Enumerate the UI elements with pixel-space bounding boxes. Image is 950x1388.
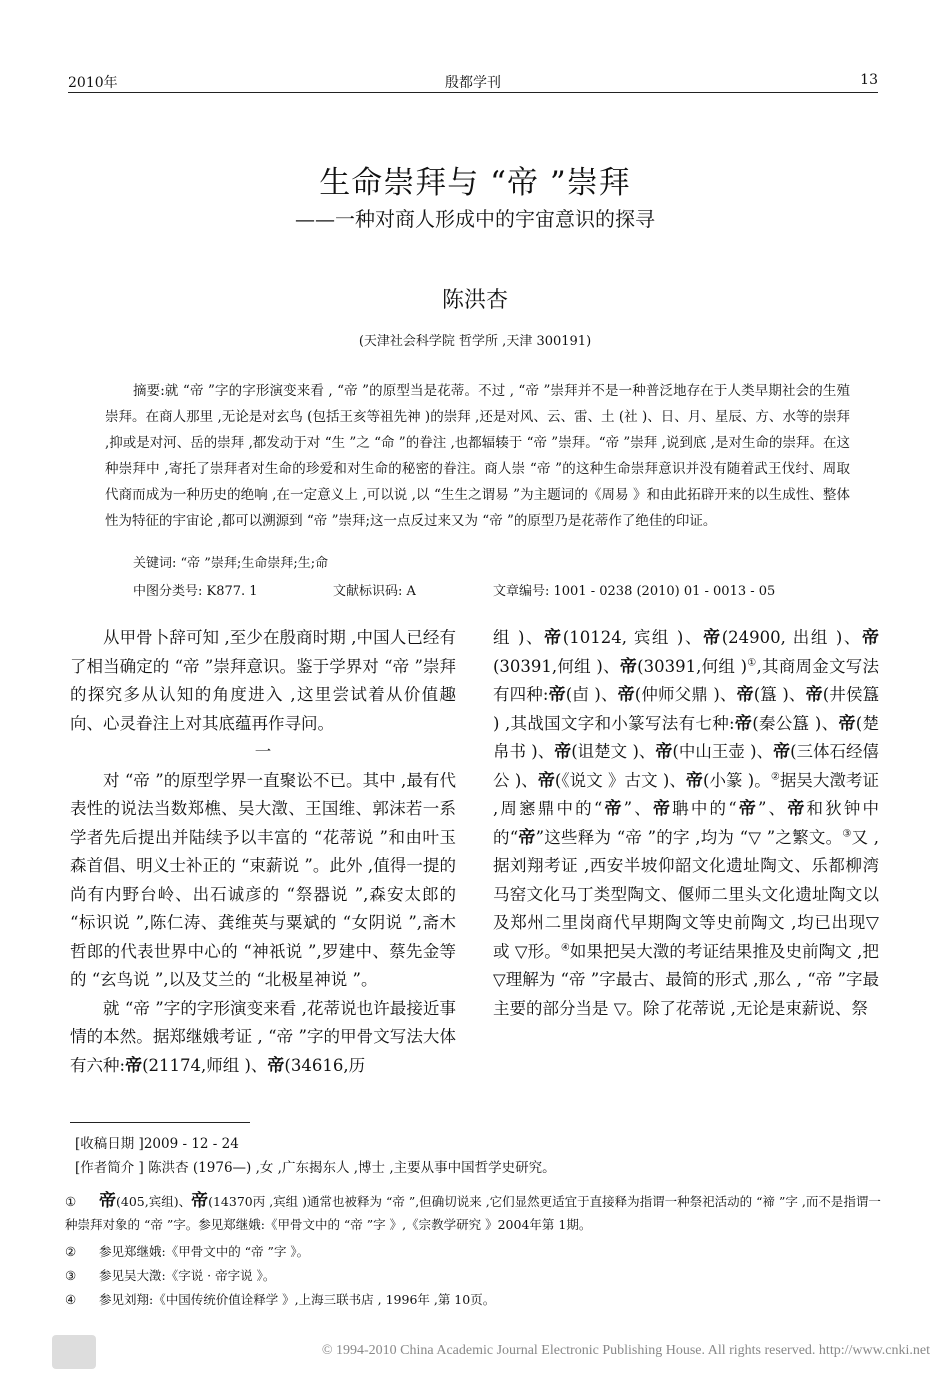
glyph: 帝 xyxy=(602,799,624,819)
oracle-cite-1: (21174,师组 )、 xyxy=(142,1055,268,1075)
article-subtitle: ——一种对商人形成中的宇宙意识的探寻 xyxy=(295,207,655,231)
glyph: 帝 xyxy=(773,742,791,762)
footnote-text: (14370丙 ,宾组 )通常也被释为 “帝 ”,但确切说来 ,它们显然更适宜于直接释为指谓一种祭祀活动的 “禘 ”字 ,而不是指谓一种崇拜对象的 “帝 ”字。参见郑继娥:《甲骨文中的 “帝 ”字 》,《宗教学研究 》2004年第 1期。 xyxy=(65,1194,881,1232)
glyph: 帝 xyxy=(518,827,536,848)
glyph: 帝 xyxy=(655,742,673,762)
glyph: 帝 xyxy=(652,799,673,819)
footnote-1 xyxy=(65,1190,885,1236)
glyph: 帝 xyxy=(617,685,635,705)
footnote-number: ② xyxy=(65,1244,77,1259)
text-run: (诅楚文 )、 xyxy=(571,742,656,761)
running-header xyxy=(68,72,878,93)
text-run: (中山王壶 )、 xyxy=(672,742,774,761)
text-run: “ xyxy=(593,799,603,818)
text-run: (30391,何组 ) xyxy=(637,656,748,676)
text-run: (卣 )、 xyxy=(565,685,618,704)
text-run: “ xyxy=(509,827,519,847)
glyph: 帝 xyxy=(805,685,823,705)
text-run: (仲师父鼎 )、 xyxy=(634,685,737,704)
keywords: 关键词: “帝 ”崇拜;生命崇拜;生;命 xyxy=(133,556,329,571)
glyph: 帝 xyxy=(685,770,703,791)
footnote-text: 参见吴大澂:《字说 · 帝字说 》。 xyxy=(99,1268,276,1283)
glyph: 帝 xyxy=(99,1191,116,1211)
footnote-number: ④ xyxy=(65,1292,77,1307)
footnote-ref-1[interactable]: ① xyxy=(747,657,757,668)
section-heading: 一 xyxy=(254,742,272,761)
glyph: 帝 xyxy=(619,656,638,677)
footnote-3 xyxy=(65,1264,885,1287)
text-run: (秦公簋 )、 xyxy=(752,713,839,733)
glyph: 帝 xyxy=(544,628,563,648)
glyph: 帝 xyxy=(838,713,856,734)
text-run: 聃中的 xyxy=(672,799,729,818)
footnote-text: 参见郑继娥:《甲骨文中的 “帝 ”字 》。 xyxy=(99,1244,310,1259)
copyright-footer: © 1994-2010 China Academic Journal Electronic Publishing House. All rights reserved. http://www.cnki.net xyxy=(321,1343,930,1358)
left-column xyxy=(70,624,456,1080)
text-run: (井侯簋 ) ,其战国文字和小篆写法有七种: xyxy=(493,685,880,733)
text-run: 据吴大澂考证 ,周窸鼎中的 xyxy=(493,770,880,818)
footnote-ref-3[interactable]: ③ xyxy=(842,828,852,839)
glyph: 帝 xyxy=(548,685,566,705)
text-run: “ xyxy=(728,799,737,818)
oracle-glyph-2: 帝 xyxy=(267,1055,285,1076)
paragraph-glyph-forms xyxy=(493,624,879,1023)
footnote-text: 参见刘翔:《中国传统价值诠释学 》,上海三联书店 , 1996年 ,第 10页。 xyxy=(99,1292,496,1307)
header-page-number: 13 xyxy=(860,72,878,88)
text-run: (楚帛书 )、 xyxy=(493,713,880,761)
footnote-4 xyxy=(65,1288,885,1311)
glyph: 帝 xyxy=(736,799,759,819)
footnote-text: (405,宾组)、 xyxy=(116,1194,192,1209)
glyph: 帝 xyxy=(703,628,722,648)
paragraph-theories: 对 “帝 ”的原型学界一直聚讼不已。其中 ,最有代表性的说法当数郑樵、吴大澂、王国维、郭沫若一系学者先后提出并陆续予以丰富的 “花蒂说 ”和由叶玉森首倡、明义士补正的 “束薪说 ”。此外 ,值得一提的尚有内野台岭、出石诚彦的 “祭器说 ”,森安太郎的 “标识说 ”,陈仁涛、龚维英与粟斌的 “女阴说 ”,斋木哲郎的代表世界中心的 “神祇说 ”,罗建中、蔡先金等的 “玄鸟说 ”,以及艾兰的 “北极星神说 ”。 xyxy=(70,770,456,989)
paragraph-intro: 从甲骨卜辞可知 ,至少在殷商时期 ,中国人已经有了相当确定的 “帝 ”崇拜意识。鉴于学界对 “帝 ”崇拜的探究多从认知的角度进入 ,这里尝试着从价值趣向、心灵眷注上对其底蕴再作寻问。 xyxy=(70,628,456,733)
text-run: ”、 xyxy=(623,799,653,818)
text-run: ,其商周金文写法有四种: xyxy=(493,656,880,704)
author-affiliation: (天津社会科学院 哲学所 ,天津 300191) xyxy=(358,334,592,349)
footnote-ref-2[interactable]: ② xyxy=(770,771,780,782)
footnote-divider xyxy=(70,1122,250,1123)
glyph: 帝 xyxy=(787,799,807,819)
text-run: (簋 )、 xyxy=(753,685,806,704)
received-date: [收稿日期 ]2009 - 12 - 24 xyxy=(75,1136,239,1152)
text-run: 如果把吴大澂的考证结果推及史前陶文 ,把 ▽理解为 “帝 ”字最古、最简的形式 ,那么 , “帝 ”字最主要的部分当是 ▽。除了花蒂说 ,无论是束薪说、祭 xyxy=(493,941,880,1018)
text-run: 又 ,据刘翔考证 ,西安半坡仰韶文化遗址陶文、乐都柳湾马窑文化马丁类型陶文、偃师二里头文化遗址陶文以及郑州二里岗商代早期陶文等史前陶文 ,均已出现 xyxy=(493,827,879,932)
text-run: (三体石经僖公 )、 xyxy=(493,742,880,790)
footnote-number: ① xyxy=(65,1194,77,1209)
footnote-2 xyxy=(65,1240,885,1263)
author-bio: [作者简介 ] 陈洪杏 (1976—) ,女 ,广东揭东人 ,博士 ,主要从事中国哲学史研究。 xyxy=(75,1160,556,1176)
text-run: 或 ▽形。 xyxy=(493,941,561,961)
footnote-ref-4[interactable]: ④ xyxy=(560,942,570,953)
article-title: 生命崇拜与 “帝 ”崇拜 xyxy=(319,165,631,201)
glyph: 帝 xyxy=(736,685,754,705)
triangle-symbol: ▽ xyxy=(865,913,879,933)
text-run: 组 )、 xyxy=(493,628,545,647)
glyph: 帝 xyxy=(734,713,753,734)
abstract: 摘要:就 “帝 ”字的字形演变来看 , “帝 ”的原型当是花蒂。不过 , “帝 ”崇拜并不是一种普泛地存在于人类早期社会的生殖崇拜。在商人那里 ,无论是对玄鸟 (包括王亥等祖先神 )的崇拜 ,还是对风、云、雷、土 (社 )、日、月、星辰、方、水等的崇拜 ,抑或是对河、岳的崇拜 ,都发动于对 “生 ”之 “命 ”的眷注 ,也都辐辏于 “帝 ”崇拜。“帝 ”崇拜 ,说到底 ,是对生命的崇拜。在这种崇拜中 ,寄托了崇拜者对生命的珍爱和对生命的秘密的眷注。商人崇 “帝 ”的这种生命崇拜意识并没有随着武王伐纣、周取代商而成为一种历史的绝响 ,在一定意义上 ,可以说 ,以 “生生之谓易 ”为主题词的《周易 》和由此拓辟开来的以生成性、整体性为特征的宇宙论 ,都可以溯源到 “帝 ”崇拜;这一点反过来又为 “帝 ”的原型乃是花蒂作了绝佳的印证。 xyxy=(105,383,850,529)
text-run: 和狄钟中的 xyxy=(493,799,880,847)
text-run: (《说文 》古文 )、 xyxy=(554,770,686,790)
document-code: 文献标识码: A xyxy=(333,584,416,599)
text-run: ”这些释为 “帝 ”的字 ,均为 “▽ ”之繁文。 xyxy=(535,827,843,847)
glyph: 帝 xyxy=(862,628,879,648)
author-name: 陈洪杏 xyxy=(441,288,508,313)
text-run: (小篆 )。 xyxy=(702,770,771,790)
oracle-cite-2: (34616,历 xyxy=(284,1055,366,1075)
paragraph-etymology-text: 就 “帝 ”字的字形演变来看 ,花蒂说也许最接近事情的本然。据郑继娥考证 , “帝 ”字的甲骨文写法大体有六种: xyxy=(70,998,456,1075)
paragraph-etymology xyxy=(70,995,456,1081)
clc-number: 中图分类号: K877. 1 xyxy=(133,584,258,599)
text-run: (30391,何组 )、 xyxy=(493,656,620,676)
header-year: 2010年 xyxy=(68,75,118,91)
glyph: 帝 xyxy=(537,770,555,791)
article-number: 文章编号: 1001 - 0238 (2010) 01 - 0013 - 05 xyxy=(493,584,776,599)
glyph: 帝 xyxy=(191,1191,209,1211)
text-run: ”、 xyxy=(758,799,788,818)
oracle-glyph-1: 帝 xyxy=(125,1055,143,1076)
article-meta xyxy=(75,1132,556,1180)
text-run: (10124, 宾组 )、 xyxy=(562,628,704,647)
glyph: 帝 xyxy=(554,742,572,762)
text-run: (24900, 出组 )、 xyxy=(721,628,862,647)
footnote-number: ③ xyxy=(65,1268,77,1283)
header-journal: 殷都学刊 xyxy=(445,75,501,91)
right-column xyxy=(493,624,879,1023)
